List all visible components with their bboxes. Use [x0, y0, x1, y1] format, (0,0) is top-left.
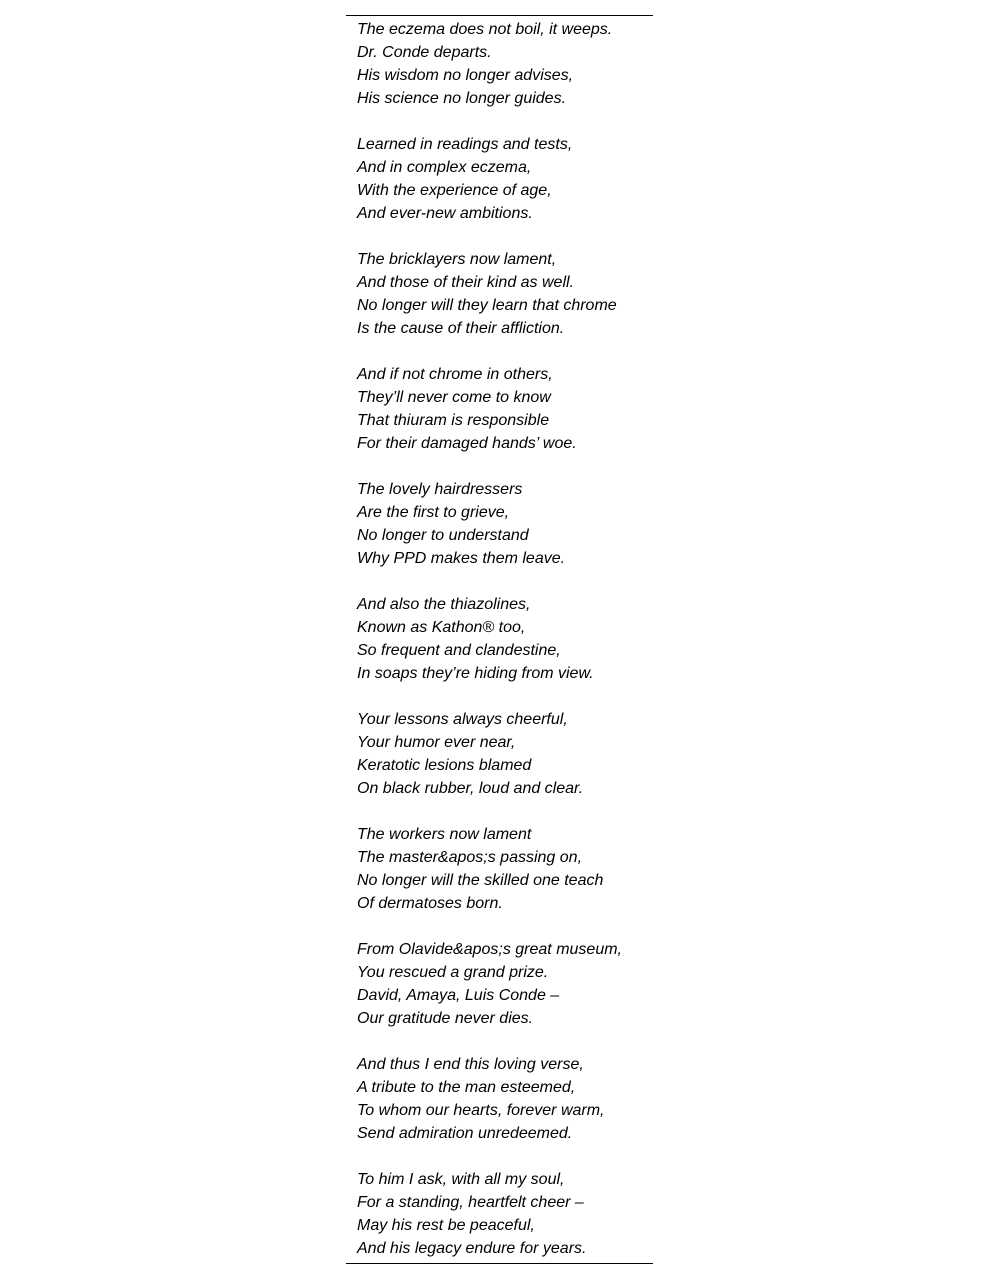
poem-line: On black rubber, loud and clear.: [357, 780, 584, 797]
poem-line: To whom our hearts, forever warm,: [357, 1102, 605, 1119]
poem-line: No longer will the skilled one teach: [357, 872, 604, 889]
poem-line: No longer will they learn that chrome: [357, 297, 617, 314]
poem-line: His wisdom no longer advises,: [357, 67, 574, 84]
poem-line: The lovely hairdressers: [357, 481, 523, 498]
poem-line: From Olavide&apos;s great museum,: [357, 941, 622, 958]
poem-line: The eczema does not boil, it weeps.: [357, 21, 613, 38]
poem-line: No longer to understand: [357, 527, 529, 544]
poem-line: And those of their kind as well.: [357, 274, 575, 291]
poem-line: A tribute to the man esteemed,: [357, 1079, 576, 1096]
poem-line: David, Amaya, Luis Conde –: [357, 987, 560, 1004]
poem-line: Are the first to grieve,: [357, 504, 510, 521]
poem-line: And thus I end this loving verse,: [357, 1056, 584, 1073]
stanza-9: [346, 938, 653, 1030]
poem-line: The workers now lament: [357, 826, 532, 843]
poem-line: With the experience of age,: [357, 182, 552, 199]
poem-line: In soaps they’re hiding from view.: [357, 665, 594, 682]
poem-line: So frequent and clandestine,: [357, 642, 561, 659]
stanza-5: [346, 478, 653, 570]
poem-line: The bricklayers now lament,: [357, 251, 557, 268]
poem-line: For a standing, heartfelt cheer –: [357, 1194, 584, 1211]
stanza-6: [346, 593, 653, 685]
poem-line: And his legacy endure for years.: [357, 1240, 587, 1257]
stanza-2: [346, 133, 653, 225]
poem-line: Why PPD makes them leave.: [357, 550, 566, 567]
poem-line: And ever-new ambitions.: [357, 205, 533, 222]
stanza-4: [346, 363, 653, 455]
poem-line: They’ll never come to know: [357, 389, 551, 406]
stanza-11: [346, 1168, 653, 1260]
poem-line: Keratotic lesions blamed: [357, 757, 532, 774]
poem-line: You rescued a grand prize.: [357, 964, 549, 981]
poem-line: Dr. Conde departs.: [357, 44, 492, 61]
stanza-8: [346, 823, 653, 915]
poem-line: Send admiration unredeemed.: [357, 1125, 573, 1142]
poem-line: Your lessons always cheerful,: [357, 711, 568, 728]
stanza-10: [346, 1053, 653, 1145]
poem-line: Your humor ever near,: [357, 734, 516, 751]
poem-line: May his rest be peaceful,: [357, 1217, 535, 1234]
poem-line: To him I ask, with all my soul,: [357, 1171, 565, 1188]
poem-line: Our gratitude never dies.: [357, 1010, 534, 1027]
poem-line: And in complex eczema,: [357, 159, 532, 176]
poem-line: Learned in readings and tests,: [357, 136, 573, 153]
poem-line: His science no longer guides.: [357, 90, 567, 107]
poem-line: And if not chrome in others,: [357, 366, 553, 383]
stanza-1: [346, 18, 653, 110]
poem-line: That thiuram is responsible: [357, 412, 550, 429]
poem-line: Known as Kathon® too,: [357, 619, 526, 636]
poem-line: Is the cause of their affliction.: [357, 320, 565, 337]
stanza-7: [346, 708, 653, 800]
poem-line: And also the thiazolines,: [357, 596, 531, 613]
poem-line: Of dermatoses born.: [357, 895, 503, 912]
poem-table: [346, 15, 653, 1264]
poem-line: For their damaged hands’ woe.: [357, 435, 577, 452]
poem-line: The master&apos;s passing on,: [357, 849, 583, 866]
stanza-3: [346, 248, 653, 340]
